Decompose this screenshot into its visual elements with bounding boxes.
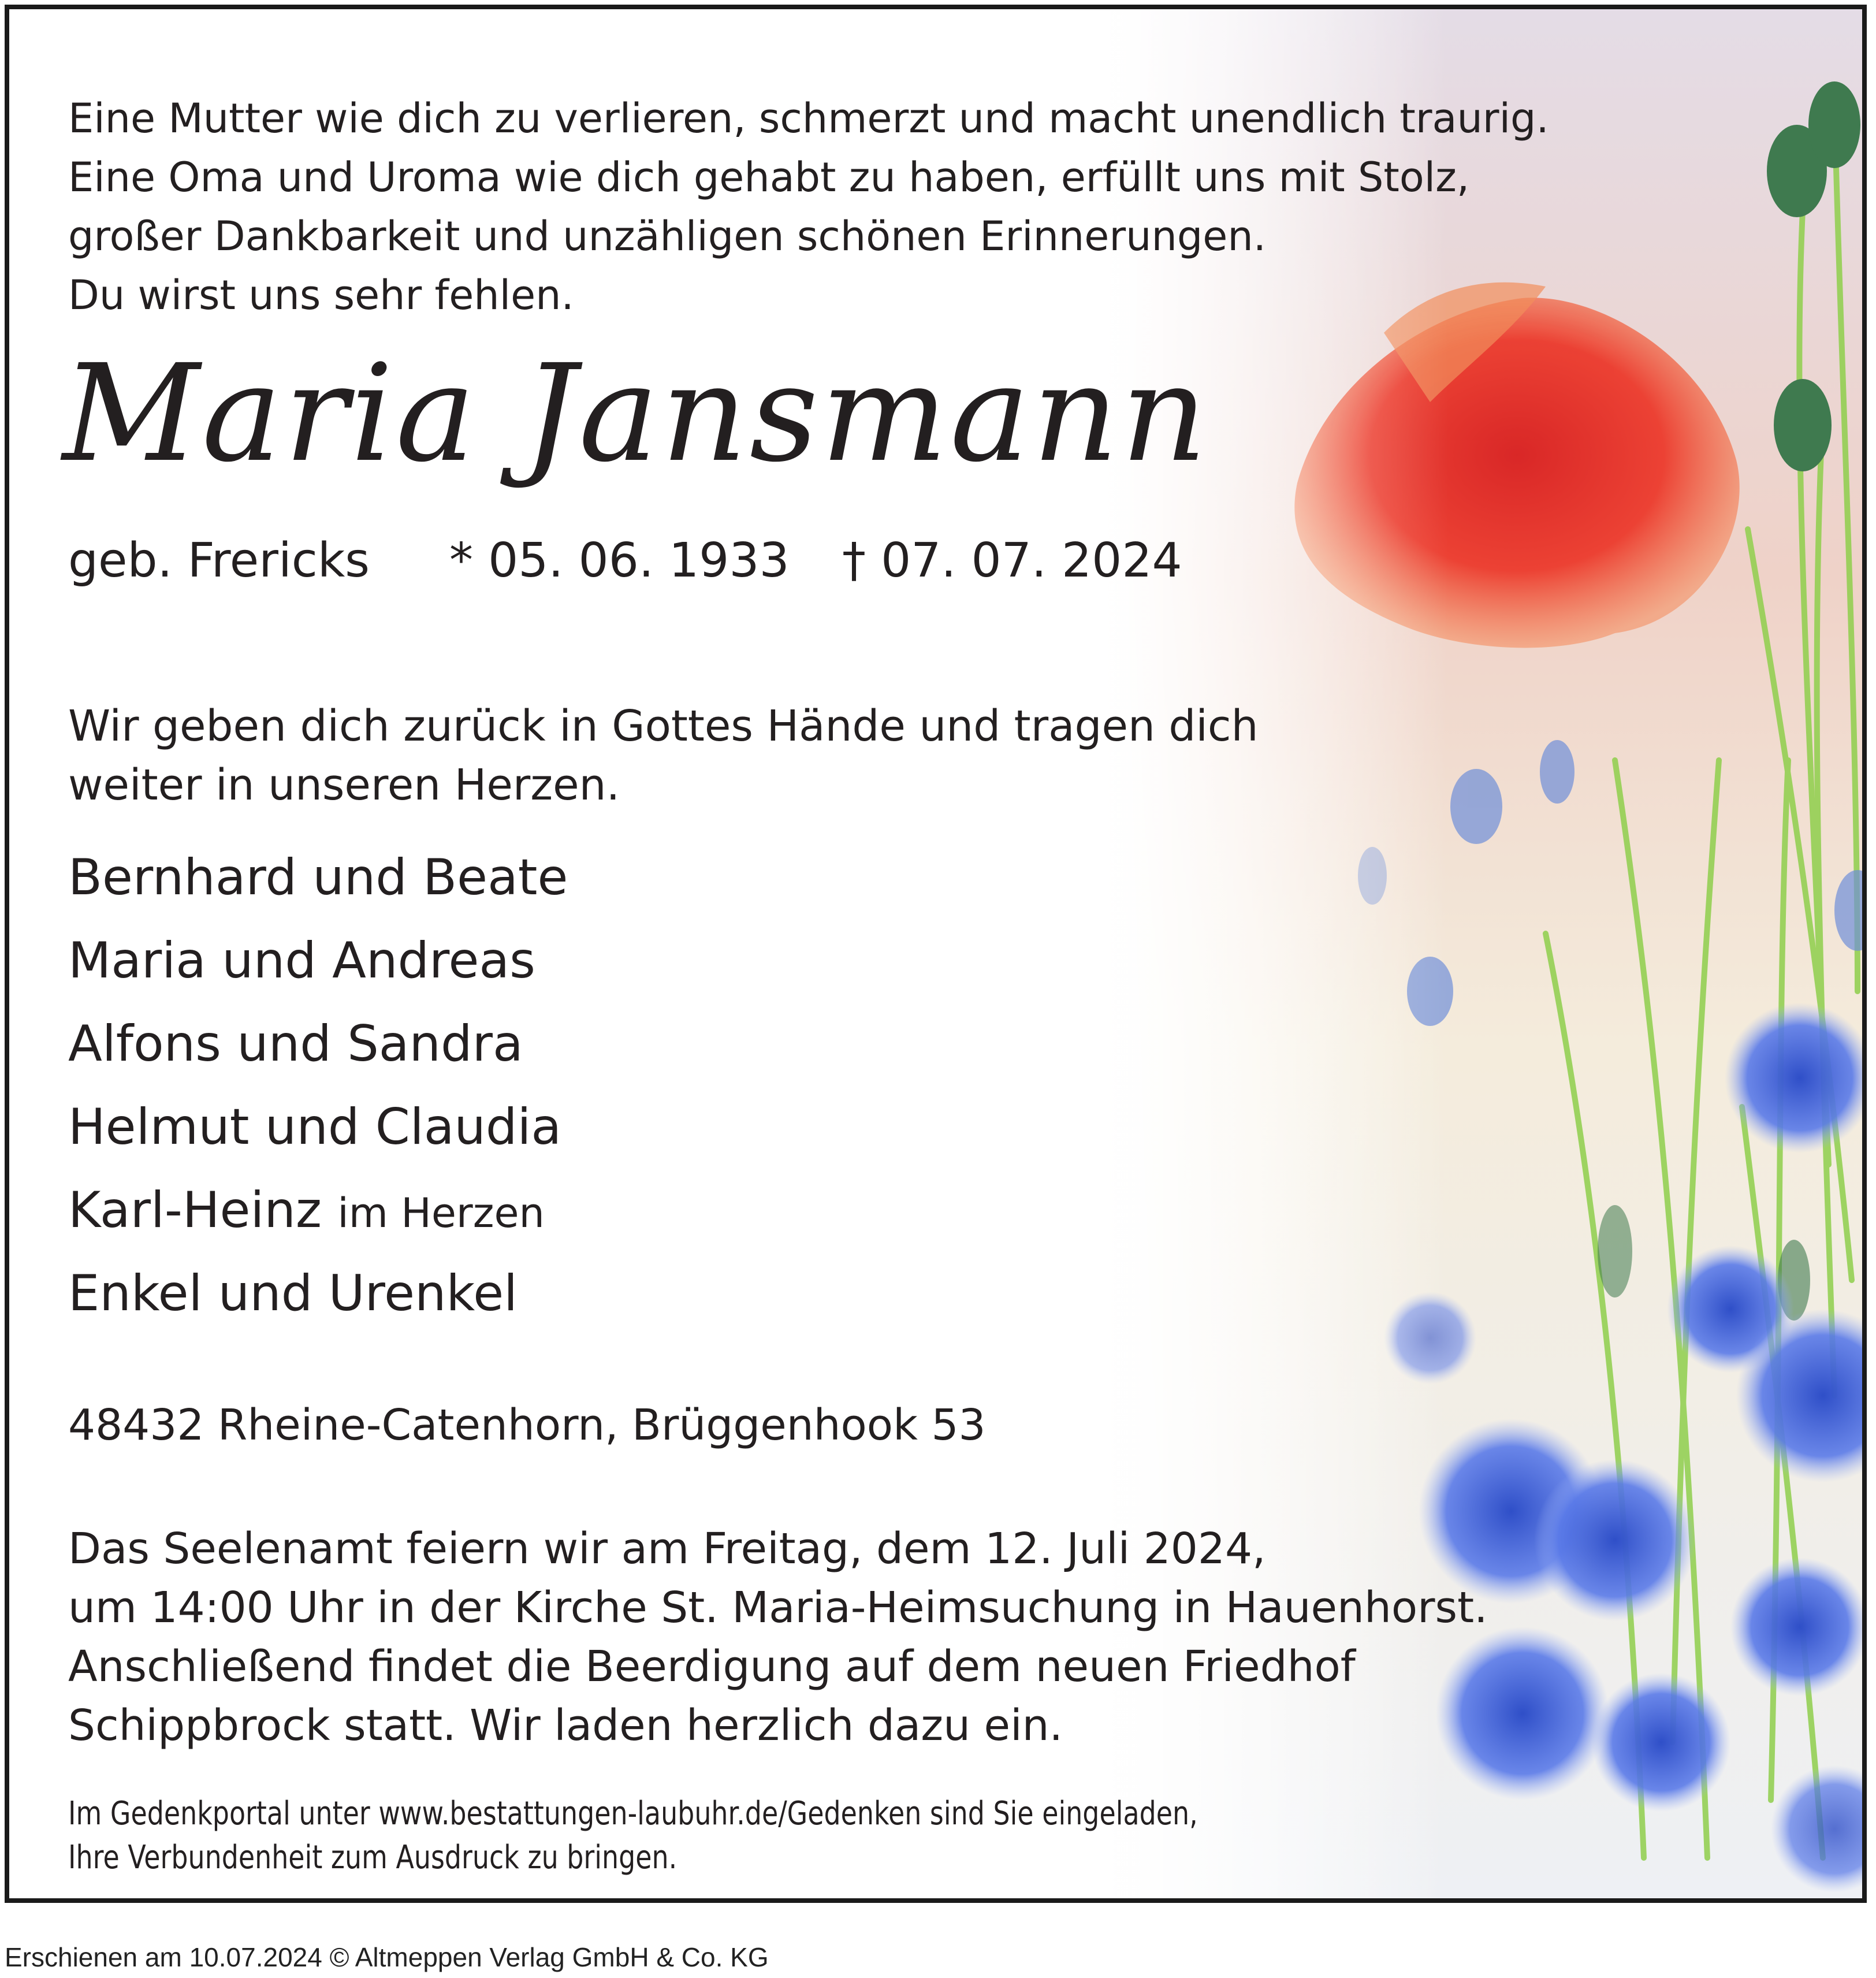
address: 48432 Rheine-Catenhorn, Brüggenhook 53 [68, 1400, 986, 1450]
service-info [68, 1519, 1488, 1755]
service-line: um 14:00 Uhr in der Kirche St. Maria-Heimsuchung in Hauenhorst. [68, 1583, 1488, 1633]
family-memorial [68, 1178, 545, 1245]
service-line: Anschließend findet die Beerdigung auf dem neuen Friedhof [68, 1642, 1356, 1691]
portal-line: Im Gedenkportal unter www.bestattungen-laubuhr.de/Gedenken sind Sie eingeladen, [68, 1795, 1198, 1832]
intro-text [68, 89, 1549, 325]
family-member: Alfons und Sandra [68, 1015, 523, 1073]
portal-note [68, 1792, 1198, 1880]
grandchildren: Enkel und Urenkel [68, 1265, 518, 1322]
family-member: Maria und Andreas [68, 932, 535, 990]
service-line: Das Seelenamt feiern wir am Freitag, dem 12. Juli 2024, [68, 1524, 1266, 1574]
intro-line: Du wirst uns sehr fehlen. [68, 272, 574, 319]
birth-date: * 05. 06. 1933 [449, 533, 790, 588]
intro-line: Eine Mutter wie dich zu verlieren, schmerzt und macht unendlich traurig. [68, 95, 1549, 142]
portal-line: Ihre Verbundenheit zum Ausdruck zu bringen. [68, 1839, 678, 1876]
intro-line: Eine Oma und Uroma wie dich gehabt zu haben, erfüllt uns mit Stolz, [68, 154, 1470, 201]
publication-footer: Erschienen am 10.07.2024 © Altmeppen Verlag GmbH & Co. KG [5, 1942, 769, 1972]
verse-text [68, 697, 1259, 815]
death-date: † 07. 07. 2024 [842, 533, 1182, 588]
memorial-name: Karl-Heinz [68, 1181, 322, 1239]
maiden-name: geb. Frericks [68, 533, 370, 588]
memorial-note: im Herzen [337, 1189, 545, 1237]
intro-line: großer Dankbarkeit und unzähligen schönen Erinnerungen. [68, 213, 1266, 260]
verse-line: weiter in unseren Herzen. [68, 760, 620, 810]
service-line: Schippbrock statt. Wir laden herzlich dazu ein. [68, 1701, 1063, 1750]
family-member: Bernhard und Beate [68, 849, 568, 906]
obituary-frame [5, 5, 1867, 1903]
family-member: Helmut und Claudia [68, 1098, 562, 1156]
deceased-name: Maria Jansmann [62, 336, 1209, 492]
verse-line: Wir geben dich zurück in Gottes Hände und tragen dich [68, 701, 1259, 751]
